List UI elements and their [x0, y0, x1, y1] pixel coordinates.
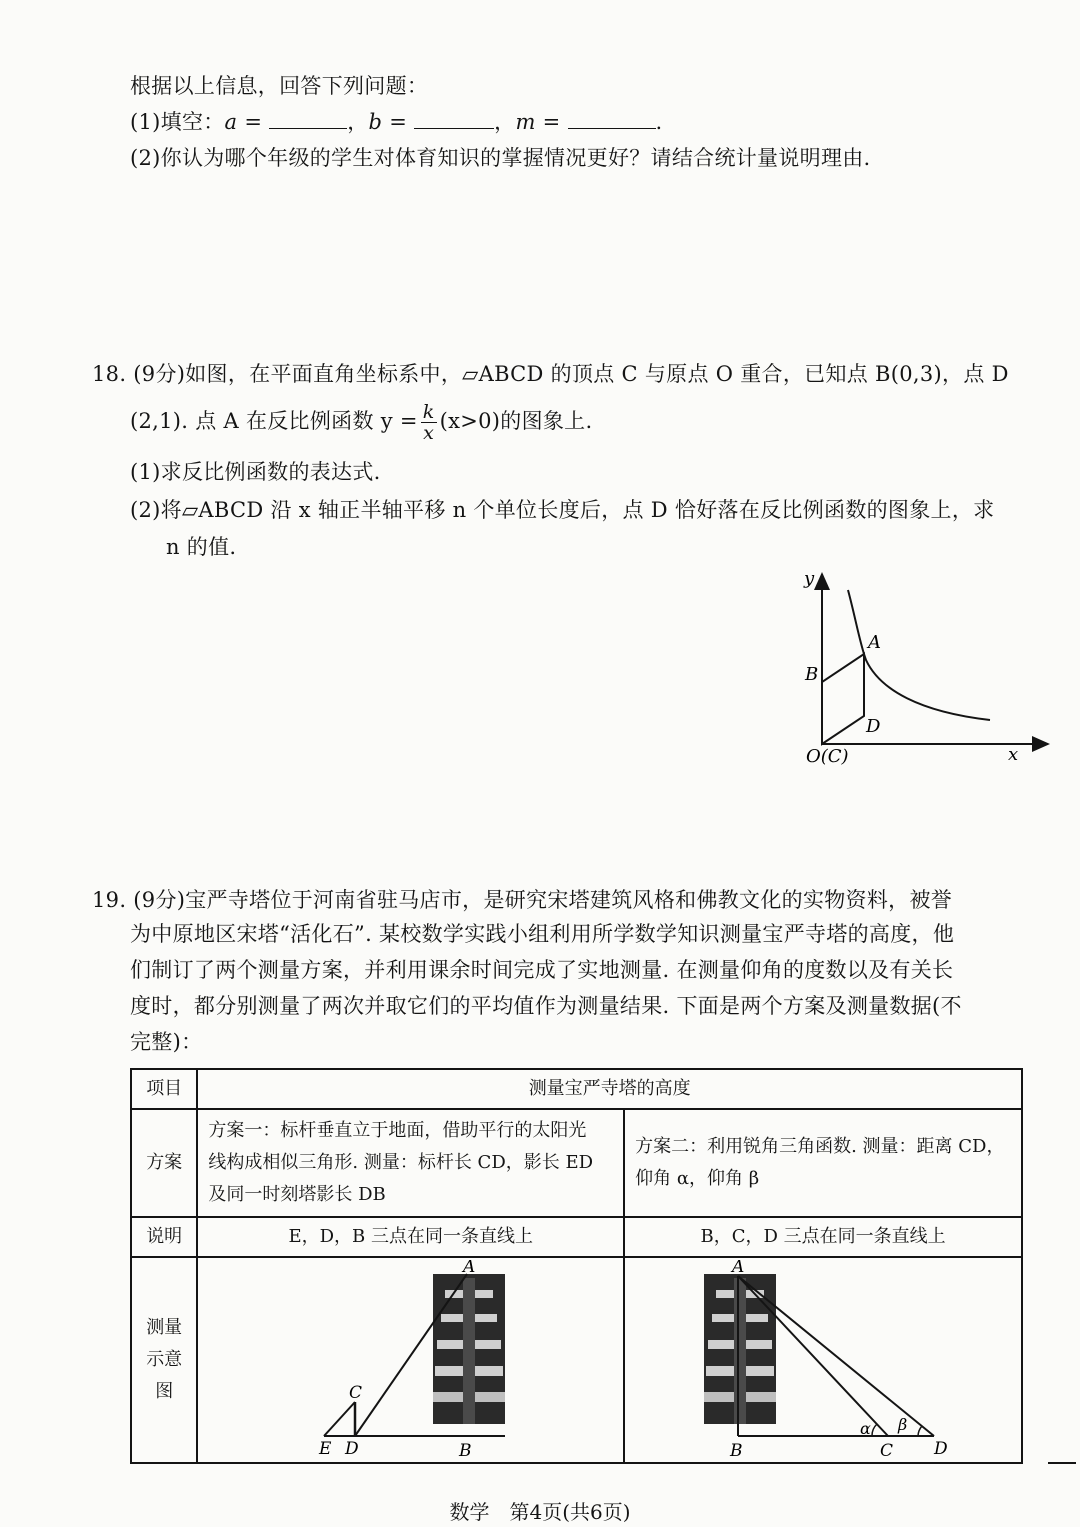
q18-line1: [92, 360, 1009, 388]
q18-part1: (1)求反比例函数的表达式.: [130, 460, 381, 484]
figure-label-line1: 测量: [146, 1317, 183, 1338]
plan-two-diagram: [626, 1260, 1020, 1460]
parallelogram-abcd: [822, 654, 864, 744]
q18-number: 18.: [92, 362, 127, 386]
point-d-label: D: [866, 716, 881, 737]
inverse-curve: [848, 590, 990, 720]
figure-label-line2: 示意图: [146, 1349, 183, 1402]
q18-line2: [130, 402, 592, 443]
figure-one-cell: [197, 1257, 624, 1463]
fig2-label-beta: β: [898, 1415, 908, 1434]
var-a: a: [224, 110, 238, 134]
fraction-denominator: x: [423, 422, 435, 444]
eq-sign: =: [535, 110, 568, 134]
q19-line2: 为中原地区宋塔“活化石”. 某校数学实践小组利用所学数学知识测量宝严寺塔的高度，他: [130, 922, 955, 946]
fig1-label-b: B: [458, 1441, 472, 1460]
q18-text2a: (2,1). 点 A 在反比例函数 y =: [130, 409, 418, 433]
eq-sign: =: [382, 110, 415, 134]
row-label-note: 说明: [131, 1217, 197, 1257]
q19-line4: 度时，都分别测量了两次并取它们的平均值作为测量结果. 下面是两个方案及测量数据(不: [130, 994, 962, 1018]
answer-blank-m[interactable]: [568, 108, 656, 129]
angle-alpha-arc: [872, 1424, 877, 1436]
row-label-plan: 方案: [131, 1109, 197, 1217]
fraction-k-over-x: [421, 402, 437, 443]
table-figure-row: [131, 1257, 1022, 1463]
table-plan-row: [131, 1109, 1022, 1217]
table-header-row: [131, 1069, 1022, 1109]
x-axis-label: x: [1008, 744, 1019, 765]
fig2-label-c: C: [880, 1441, 894, 1460]
row-label-figure: [131, 1257, 197, 1463]
q17-intro: 根据以上信息，回答下列问题：: [130, 74, 429, 98]
plan-one-line1: 方案一：标杆垂直立于地面，借助平行的太阳光: [208, 1120, 587, 1141]
q17-part1: [130, 108, 663, 136]
q18-part2-cont: n 的值.: [166, 535, 237, 559]
comma: ，: [494, 110, 516, 134]
fig2-label-a: A: [732, 1260, 745, 1277]
fig1-label-c: C: [348, 1383, 362, 1403]
plan-two-line2: 仰角 α，仰角 β: [635, 1168, 760, 1189]
plan-one-diagram: [201, 1260, 621, 1460]
fig2-label-alpha: α: [860, 1419, 871, 1438]
note-two: B，C，D 三点在同一条直线上: [624, 1217, 1022, 1257]
header-title: 测量宝严寺塔的高度: [197, 1069, 1022, 1109]
q19-line5: 完整)：: [130, 1030, 203, 1054]
fig2-label-b: B: [730, 1441, 743, 1460]
margin-mark: [1048, 1462, 1076, 1464]
pagoda-image: [433, 1274, 505, 1424]
plan-one-cell: [197, 1109, 624, 1217]
y-axis-label: y: [804, 568, 815, 589]
plan-one-line3: 及同一时刻塔影长 DB: [208, 1184, 386, 1205]
answer-blank-b[interactable]: [414, 108, 494, 129]
angle-beta-arc: [918, 1426, 922, 1436]
fig1-label-e: E: [318, 1439, 332, 1459]
q17-part1-label: (1)填空：: [130, 110, 225, 134]
comma: ，: [347, 110, 369, 134]
fig1-label-d: D: [344, 1439, 359, 1459]
plan-one-line2: 线构成相似三角形. 测量：标杆长 CD，影长 ED: [208, 1152, 594, 1173]
eq-sign: =: [237, 110, 270, 134]
point-a-label: A: [868, 632, 881, 653]
period: .: [655, 110, 663, 134]
plan-two-cell: [624, 1109, 1022, 1217]
q19-text1: 宝严寺塔位于河南省驻马店市，是研究宋塔建筑风格和佛教文化的实物资料，被誉: [185, 888, 953, 912]
fig1-label-a: A: [462, 1260, 476, 1277]
q19-score: (9分): [133, 888, 186, 912]
answer-blank-a[interactable]: [269, 108, 347, 129]
q18-part2: (2)将▱ABCD 沿 x 轴正半轴平移 n 个单位长度后，点 D 恰好落在反比例函数的图象上，求: [130, 498, 995, 522]
point-b-label: B: [805, 664, 819, 685]
table-note-row: [131, 1217, 1022, 1257]
q19-number: 19.: [92, 888, 127, 912]
pole-shadow-ray: [324, 1402, 355, 1436]
fig2-label-d: D: [934, 1439, 948, 1459]
var-b: b: [368, 110, 383, 134]
q18-score: (9分): [133, 362, 186, 386]
q18-text2b: (x>0)的图象上.: [439, 409, 593, 433]
q18-text1: 如图，在平面直角坐标系中，▱ABCD 的顶点 C 与原点 O 重合，已知点 B(0,3)，点 D: [185, 362, 1009, 386]
q19-line1: [92, 886, 952, 914]
page-footer: 数学 第4页(共6页): [449, 1500, 631, 1524]
pagoda-image: [704, 1274, 776, 1424]
plan-two-line1: 方案二：利用锐角三角函数. 测量：距离 CD，: [635, 1136, 1005, 1157]
q19-line3: 们制订了两个测量方案，并利用课余时间完成了实地测量. 在测量仰角的度数以及有关长: [130, 958, 954, 982]
q18-coordinate-graph: [780, 560, 1060, 780]
fraction-numerator: k: [422, 401, 435, 423]
measurement-table: [130, 1068, 1023, 1464]
origin-label: O(C): [806, 746, 849, 767]
header-item: 项目: [131, 1069, 197, 1109]
note-one: E，D，B 三点在同一条直线上: [197, 1217, 624, 1257]
figure-two-cell: [624, 1257, 1022, 1463]
q17-part2: (2)你认为哪个年级的学生对体育知识的掌握情况更好？请结合统计量说明理由.: [130, 146, 871, 170]
var-m: m: [515, 110, 536, 134]
